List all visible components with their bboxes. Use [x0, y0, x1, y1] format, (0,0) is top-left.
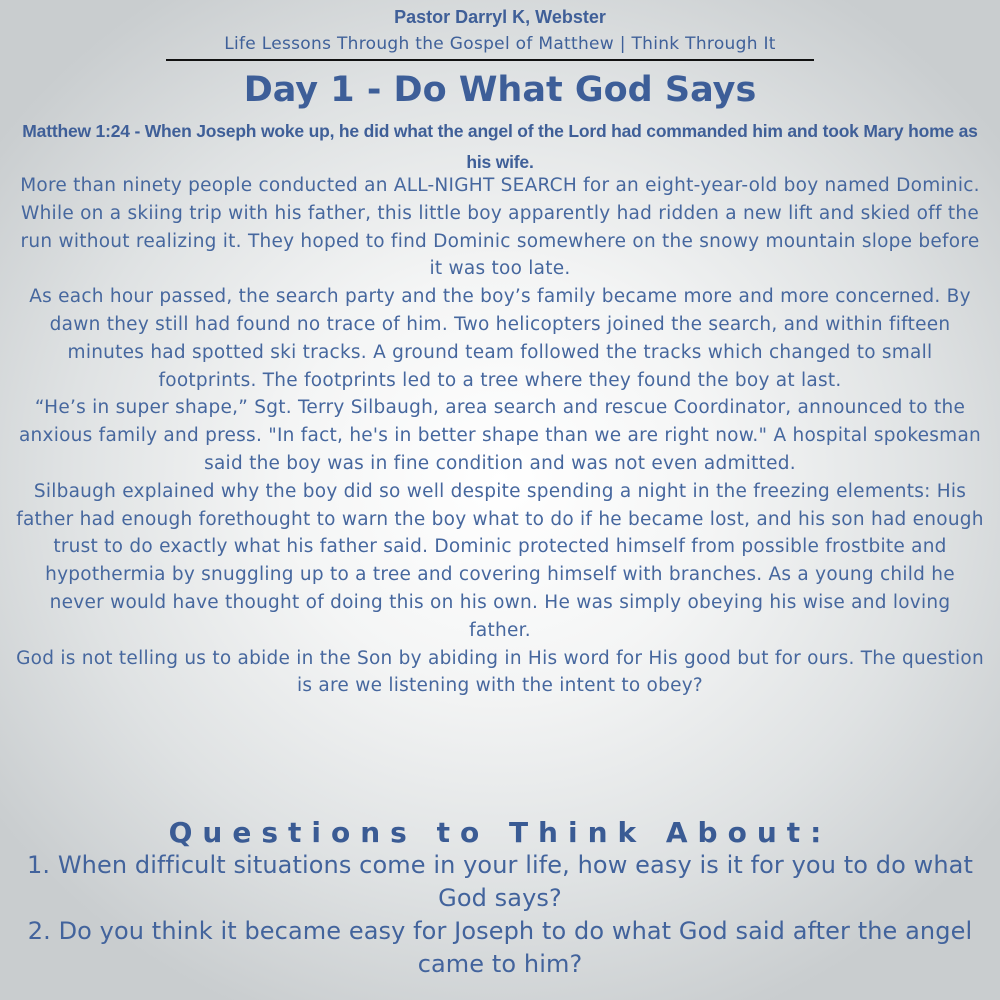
- body-paragraph: Silbaugh explained why the boy did so well despite spending a night in the freezing elements: His father had enough forethought to warn the boy what to do if he became lost, and his son had enough trust to do exactly what his father said. Dominic protected himself from possible frostbite and hypothermia by snuggling up to a tree and covering himself with branches. As a young child he never would have thought of doing this on his own. He was simply obeying his wise and loving father.: [16, 480, 984, 641]
- body-paragraph: More than ninety people conducted an ALL-NIGHT SEARCH for an eight-year-old boy named Dominic. While on a skiing trip with his father, this little boy apparently had ridden a new lift and skied off the run without realizing it. They hoped to find Dominic somewhere on the snowy mountain slope before it was too late.: [20, 175, 980, 280]
- devotional-body: [16, 172, 984, 700]
- question-item: 1. When difficult situations come in your life, how easy is it for you to do what God says?: [27, 851, 973, 912]
- questions-list: [14, 849, 986, 981]
- question-item: 2. Do you think it became easy for Joseph to do what God said after the angel came to him?: [27, 917, 973, 978]
- page-title: Day 1 - Do What God Says: [243, 70, 757, 110]
- author-name: Pastor Darryl K, Webster: [394, 7, 606, 27]
- scripture-verse: Matthew 1:24 - When Joseph woke up, he did what the angel of the Lord had commanded him and took Mary home as his wife.: [22, 121, 978, 172]
- series-title: Life Lessons Through the Gospel of Matthew | Think Through It: [224, 34, 776, 54]
- questions-heading: Questions to Think About:: [168, 816, 832, 849]
- header-divider: [166, 59, 814, 61]
- body-paragraph: “He’s in super shape,” Sgt. Terry Silbaugh, area search and rescue Coordinator, announced to the anxious family and press. "In fact, he's in better shape than we are right now." A hospital spokesman said the boy was in fine condition and was not even admitted.: [18, 397, 982, 474]
- body-paragraph: God is not telling us to abide in the Son by abiding in His word for His good but for ours. The question is are we listening with the intent to obey?: [16, 647, 984, 697]
- body-paragraph: As each hour passed, the search party and the boy’s family became more and more concerned. By dawn they still had found no trace of him. Two helicopters joined the search, and within fifteen minutes had spotted ski tracks. A ground team followed the tracks which changed to small footprints. The footprints led to a tree where they found the boy at last.: [29, 286, 971, 391]
